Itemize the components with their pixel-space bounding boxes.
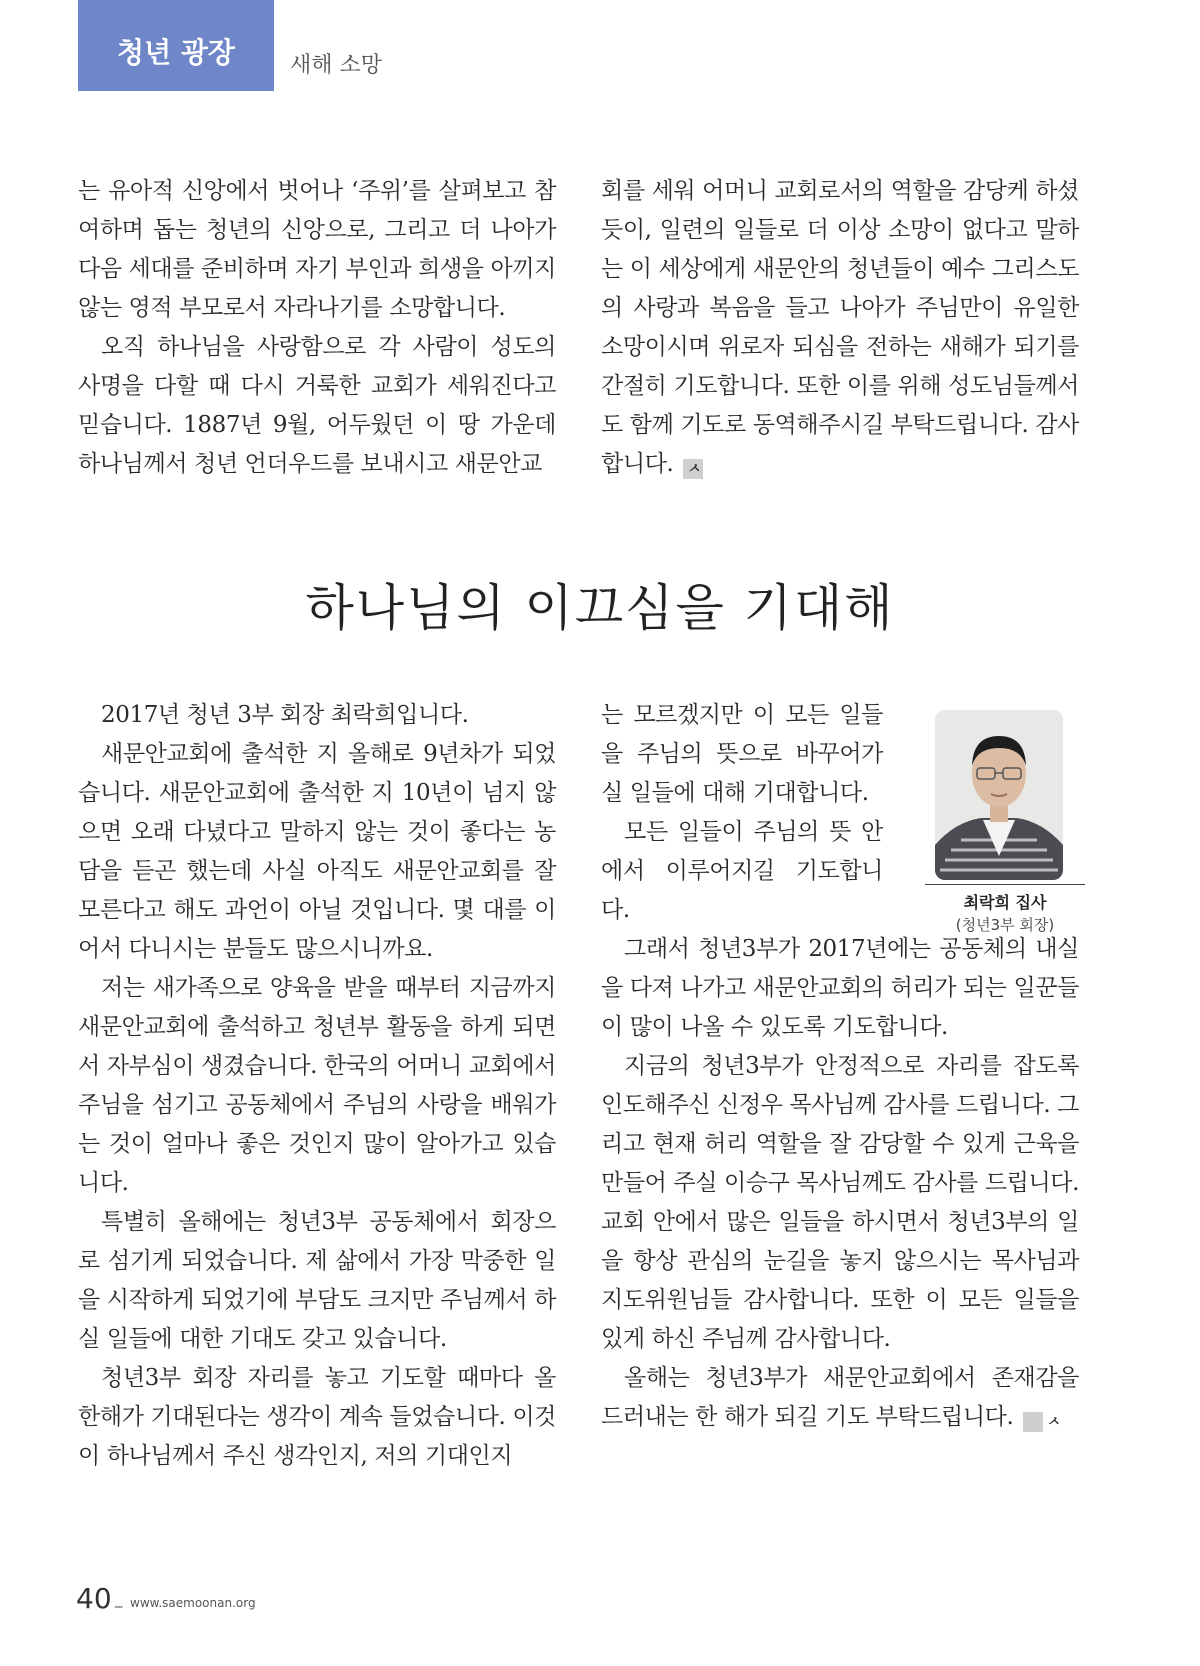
paragraph: 회를 세워 어머니 교회로서의 역할을 감당케 하셨듯이, 일련의 일들로 더 이상 소망이 없다고 말하는 이 세상에게 새문안의 청년들이 예수 그리스도의 사랑과 복음을 들고 나아가 주님만이 유일한 소망이시며 위로자 되심을 전하는 새해가 되기를 간절히 기도합니다. 또한 이를 위해 성도님들께서도 함께 기도로 동역해주시길 부탁드립니다. 감사합니다. bbox=[601, 178, 1079, 477]
page-number: 40 bbox=[76, 1582, 112, 1615]
section-subtitle: 새해 소망 bbox=[290, 53, 383, 78]
author-photo bbox=[935, 710, 1063, 880]
article-right-column bbox=[601, 930, 1079, 1437]
footer-url: www.saemoonan.org bbox=[130, 1596, 256, 1610]
paragraph: 저는 새가족으로 양육을 받을 때부터 지금까지 새문안교회에 출석하고 청년부 활동을 하게 되면서 자부심이 생겼습니다. 한국의 어머니 교회에서 주님을 섬기고 공동체에서 주님의 사랑을 배워가는 것이 얼마나 좋은 것인지 많이 알아가고 있습니다. bbox=[78, 975, 556, 1196]
section-tab bbox=[78, 0, 274, 91]
paragraph: 모든 일들이 주님의 뜻 안에서 이루어지길 기도합니다. bbox=[601, 819, 883, 923]
paragraph: 는 모르겠지만 이 모든 일들을 주님의 뜻으로 바꾸어가실 일들에 대해 기대합니다. bbox=[601, 702, 883, 806]
portrait-image bbox=[935, 710, 1063, 880]
photo-divider bbox=[925, 884, 1085, 885]
paragraph: 올해는 청년3부가 새문안교회에서 존재감을 드러내는 한 해가 되길 기도 부탁드립니다. bbox=[601, 1365, 1079, 1430]
paragraph: 청년3부 회장 자리를 놓고 기도할 때마다 올 한해가 기대된다는 생각이 계속 들었습니다. 이것이 하나님께서 주신 생각인지, 저의 기대인지 bbox=[78, 1365, 556, 1469]
author-name: 최락희 집사 bbox=[963, 893, 1047, 912]
paragraph: 2017년 청년 3부 회장 최락희입니다. bbox=[101, 702, 469, 728]
end-mark-icon: ㅅ bbox=[683, 459, 703, 479]
section-title: 청년 광장 bbox=[117, 35, 235, 69]
prev-article-left-column bbox=[78, 172, 556, 484]
author-role: (청년3부 회장) bbox=[955, 916, 1055, 934]
article-right-column-top bbox=[601, 696, 883, 930]
article-title: 하나님의 이끄심을 기대해 bbox=[305, 579, 895, 637]
paragraph: 는 유아적 신앙에서 벗어나 ‘주위’를 살펴보고 참여하며 돕는 청년의 신앙으로, 그리고 더 나아가 다음 세대를 준비하며 자기 부인과 희생을 아끼지 않는 영적 부모로서 자라나기를 소망합니다. bbox=[78, 178, 556, 321]
paragraph: 오직 하나님을 사랑함으로 각 사람이 성도의 사명을 다할 때 다시 거룩한 교회가 세워진다고 믿습니다. 1887년 9월, 어두웠던 이 땅 가운데 하나님께서 청년 언더우드를 보내시고 새문안교 bbox=[78, 334, 556, 477]
paragraph: 그래서 청년3부가 2017년에는 공동체의 내실을 다져 나가고 새문안교회의 허리가 되는 일꾼들이 많이 나올 수 있도록 기도합니다. bbox=[601, 936, 1079, 1040]
prev-article-right-column bbox=[601, 172, 1079, 484]
paragraph: 새문안교회에 출석한 지 올해로 9년차가 되었습니다. 새문안교회에 출석한 지 10년이 넘지 않으면 오래 다녔다고 말하지 않는 것이 좋다는 농담을 듣곤 했는데 사실 아직도 새문안교회를 잘 모른다고 해도 과언이 아닐 것입니다. 몇 대를 이어서 다니시는 분들도 많으시니까요. bbox=[78, 741, 556, 962]
footer-separator: _ bbox=[115, 1590, 123, 1608]
article-left-column bbox=[78, 696, 556, 1476]
paragraph: 특별히 올해에는 청년3부 공동체에서 회장으로 섬기게 되었습니다. 제 삶에서 가장 막중한 일을 시작하게 되었기에 부담도 크지만 주님께서 하실 일들에 대한 기대도 갖고 있습니다. bbox=[78, 1209, 556, 1352]
end-mark-icon: ㅅ bbox=[1023, 1412, 1043, 1432]
paragraph: 지금의 청년3부가 안정적으로 자리를 잡도록 인도해주신 신정우 목사님께 감사를 드립니다. 그리고 현재 허리 역할을 잘 감당할 수 있게 근육을 만들어 주실 이승구 목사님께도 감사를 드립니다. 교회 안에서 많은 일들을 하시면서 청년3부의 일을 항상 관심의 눈길을 놓지 않으시는 목사님과 지도위원님들 감사합니다. 또한 이 모든 일들을 있게 하신 주님께 감사합니다. bbox=[601, 1053, 1079, 1352]
